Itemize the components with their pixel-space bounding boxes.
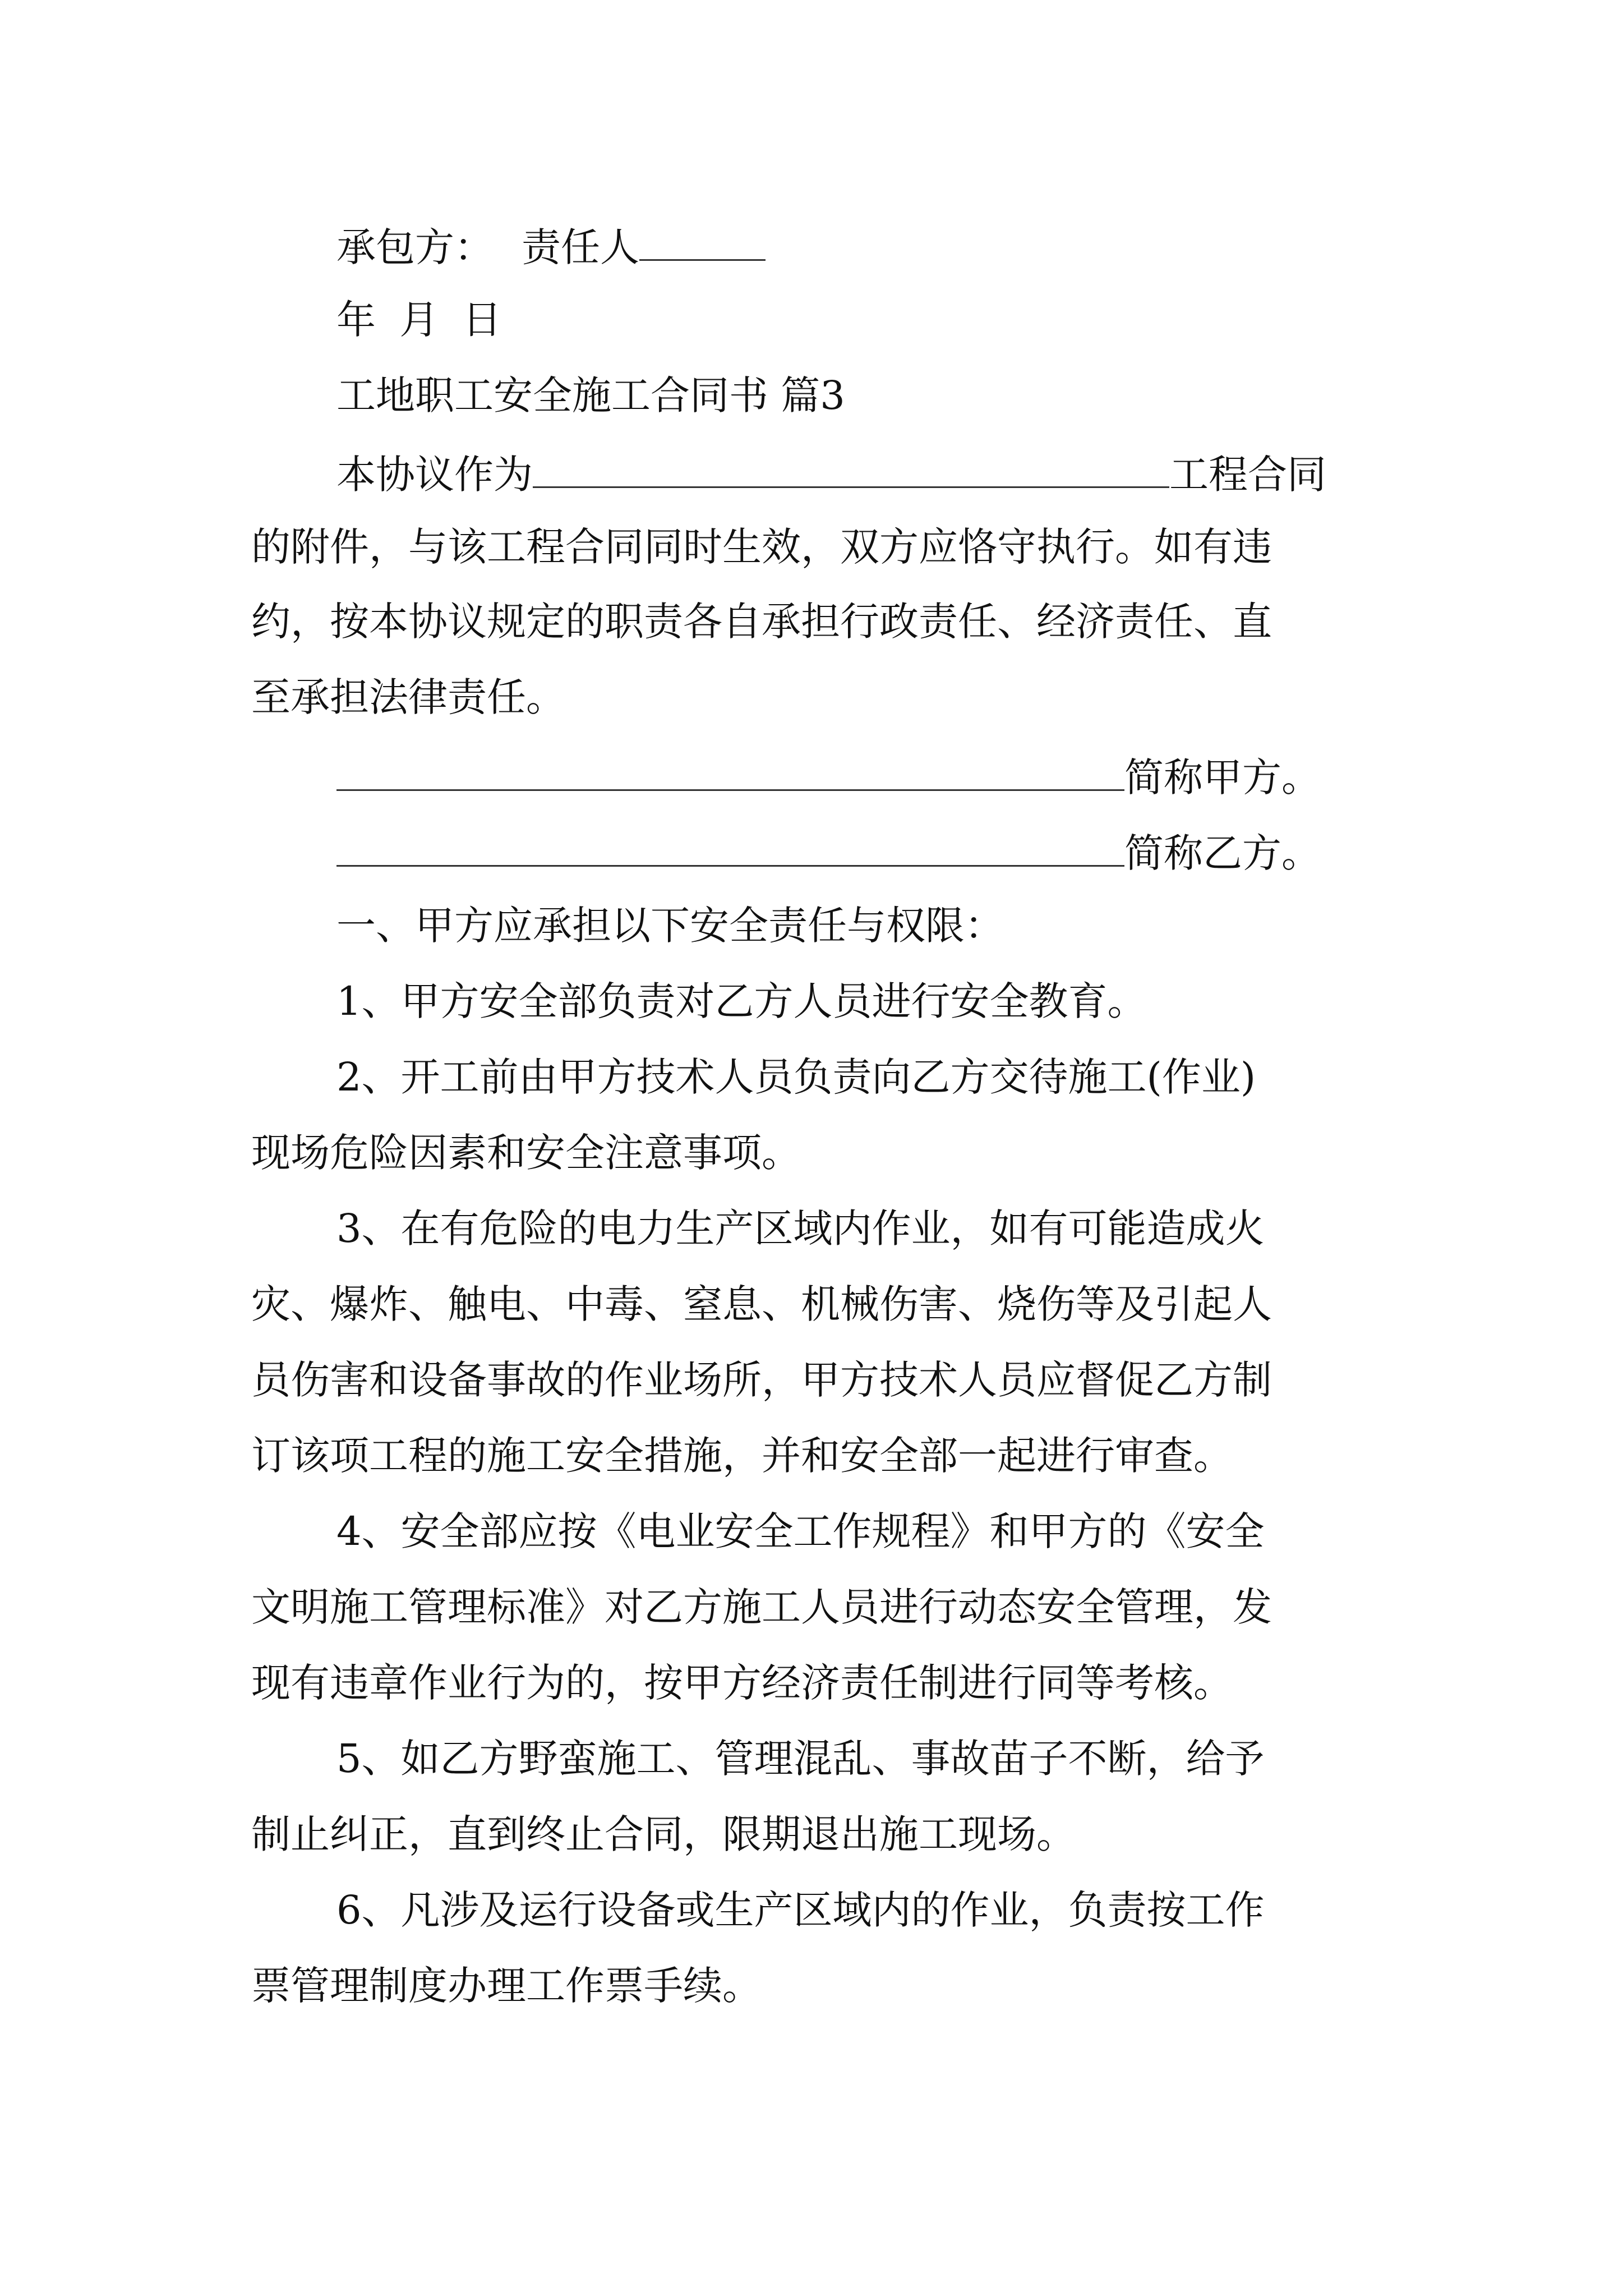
item-3-line-2: 灾、爆炸、触电、中毒、窒息、机械伤害、烧伤等及引起人	[251, 1281, 1272, 1327]
section-title: 工地职工安全施工合同书 篇3	[336, 372, 845, 418]
item-3-line-4: 订该项工程的施工安全措施，并和安全部一起进行审查。	[251, 1433, 1233, 1479]
item-5-line-2: 制止纠正，直到终止合同，限期退出施工现场。	[251, 1811, 1076, 1857]
responsible-label: 责任人	[522, 224, 639, 270]
intro-line-2: 的附件，与该工程合同同时生效，双方应恪守执行。如有违	[251, 524, 1272, 570]
item-6-line-1: 6、凡涉及运行设备或生产区域内的作业，负责按工作	[336, 1887, 1265, 1933]
item-4-line-1: 4、安全部应按《电业安全工作规程》和甲方的《安全	[336, 1508, 1265, 1554]
intro-prefix: 本协议作为	[336, 452, 533, 498]
section1-heading: 一、甲方应承担以下安全责任与权限：	[336, 903, 1004, 949]
item-3-line-1: 3、在有危险的电力生产区域内作业，如有可能造成火	[336, 1205, 1265, 1251]
contractor-line	[336, 219, 766, 273]
item-1: 1、甲方安全部负责对乙方人员进行安全教育。	[336, 978, 1147, 1024]
project-name-blank	[533, 446, 1169, 488]
intro-line-4: 至承担法律责任。	[251, 674, 565, 720]
item-2-line-1: 2、开工前由甲方技术人员负责向乙方交待施工(作业)	[336, 1054, 1256, 1100]
responsible-signature-blank	[639, 219, 766, 261]
contractor-label: 承包方：	[336, 224, 494, 270]
party-a-name-blank	[336, 749, 1124, 791]
item-4-line-3: 现有违章作业行为的，按甲方经济责任制进行同等考核。	[251, 1660, 1233, 1706]
item-3-line-3: 员伤害和设备事故的作业场所，甲方技术人员应督促乙方制	[251, 1357, 1272, 1403]
item-5-line-1: 5、如乙方野蛮施工、管理混乱、事故苗子不断，给予	[336, 1736, 1265, 1782]
intro-suffix: 工程合同	[1169, 452, 1326, 498]
item-2-line-2: 现场危险因素和安全注意事项。	[251, 1130, 801, 1176]
intro-line-3: 约，按本协议规定的职责各自承担行政责任、经济责任、直	[251, 599, 1272, 645]
party-a-label: 简称甲方。	[1124, 754, 1321, 800]
item-4-line-2: 文明施工管理标准》对乙方施工人员进行动态安全管理，发	[251, 1584, 1272, 1630]
date-line: 年 月 日	[336, 297, 502, 343]
party-b-name-blank	[336, 825, 1124, 867]
party-a-line	[336, 749, 1321, 803]
party-b-label: 简称乙方。	[1124, 830, 1321, 876]
item-6-line-2: 票管理制度办理工作票手续。	[251, 1963, 762, 2009]
party-b-line	[336, 825, 1321, 878]
intro-line-1	[336, 446, 1326, 500]
